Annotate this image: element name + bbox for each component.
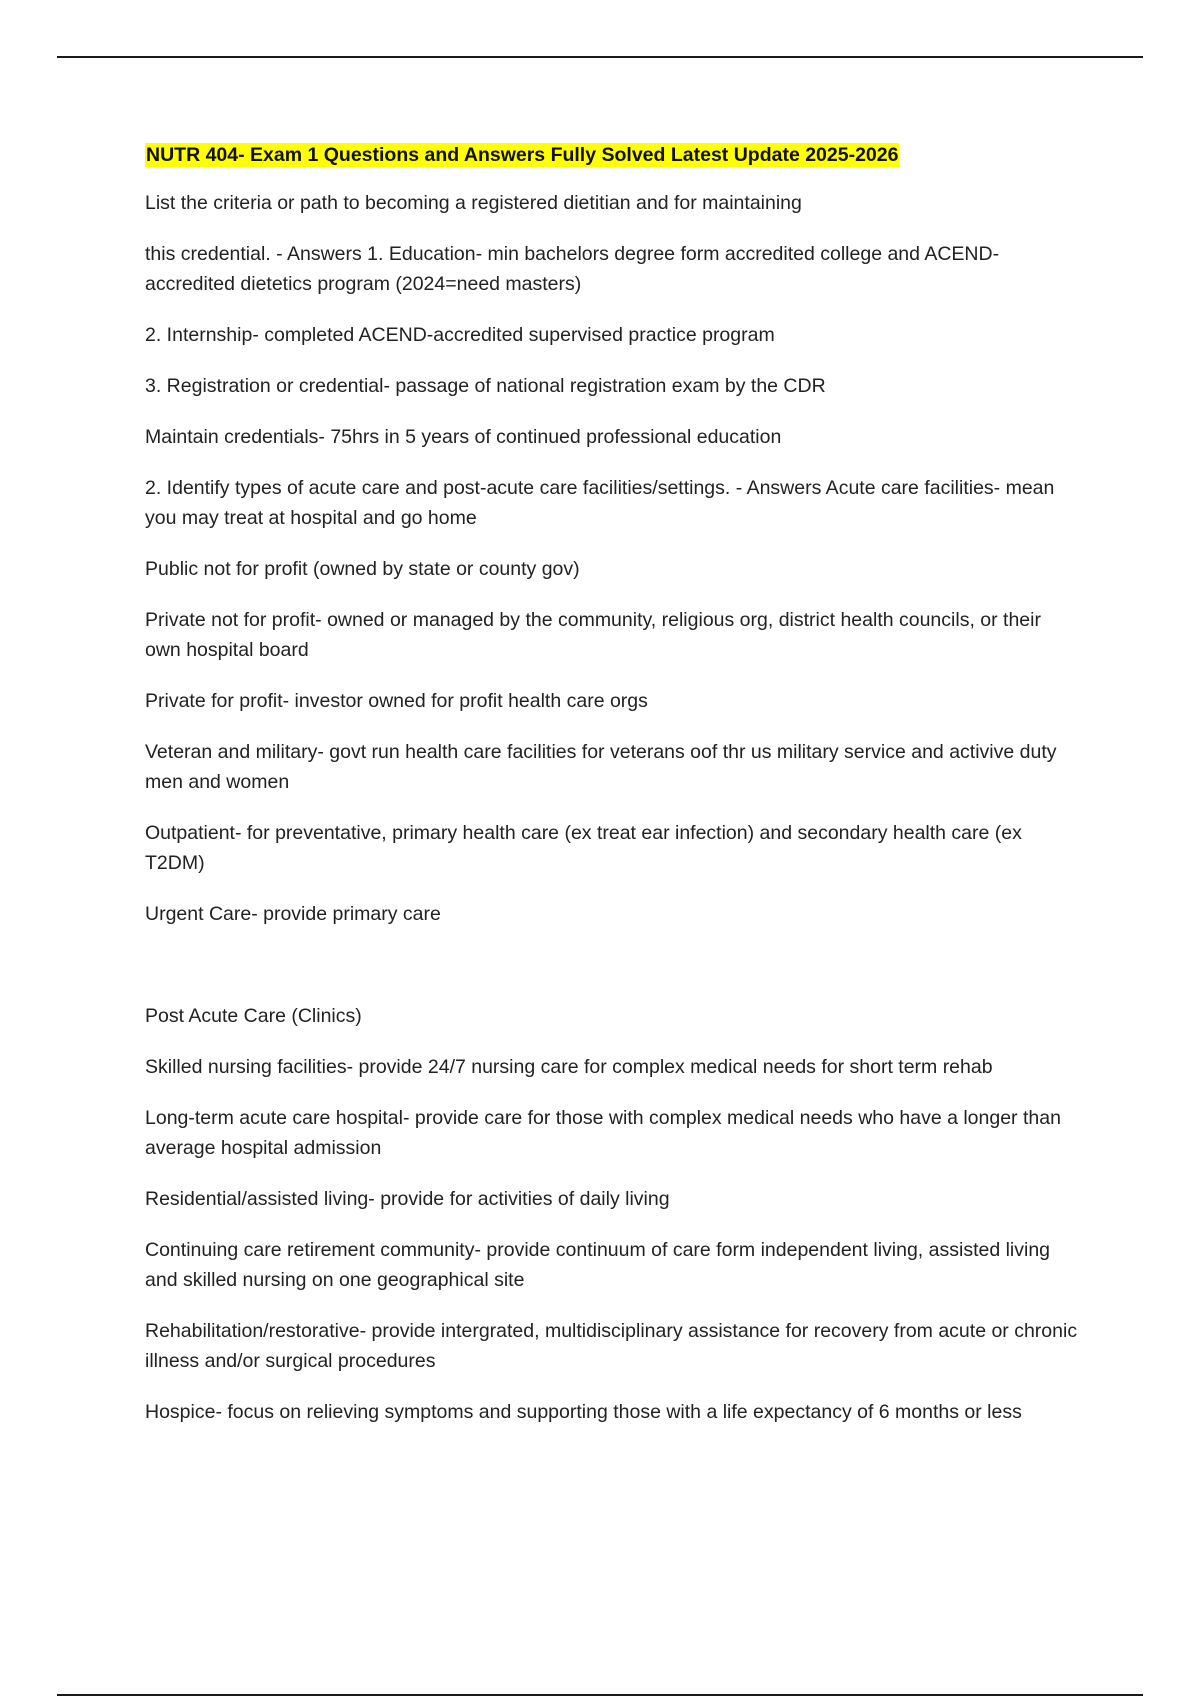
paragraph: Skilled nursing facilities- provide 24/7 nursing care for complex medical needs for short term rehab: [145, 1056, 993, 1078]
paragraph: Outpatient- for preventative, primary health care (ex treat ear infection) and secondary health care (ex T2DM): [145, 822, 1022, 874]
paragraph: Private not for profit- owned or managed by the community, religious org, district health councils, or their own hospital board: [145, 609, 1041, 661]
paragraph: Maintain credentials- 75hrs in 5 years of continued professional education: [145, 426, 782, 448]
header-rule: [57, 56, 1143, 58]
paragraph: Public not for profit (owned by state or county gov): [145, 558, 580, 580]
paragraph: Private for profit- investor owned for profit health care orgs: [145, 690, 648, 712]
title-line: [145, 140, 1080, 170]
document-title: NUTR 404- Exam 1 Questions and Answers Fully Solved Latest Update 2025-2026: [146, 144, 899, 166]
paragraph: this credential. - Answers 1. Education- min bachelors degree form accredited college and ACEND-accredited dietetics program (2024=need masters): [145, 243, 1000, 295]
paragraph: Residential/assisted living- provide for activities of daily living: [145, 1188, 670, 1210]
paragraph: Long-term acute care hospital- provide care for those with complex medical needs who have a longer than average hospital admission: [145, 1107, 1061, 1159]
paragraph: Rehabilitation/restorative- provide intergrated, multidisciplinary assistance for recovery from acute or chronic illness and/or surgical procedures: [145, 1320, 1078, 1372]
paragraph: 3. Registration or credential- passage of national registration exam by the CDR: [145, 375, 826, 397]
footer-rule: [57, 1694, 1143, 1696]
paragraph: Hospice- focus on relieving symptoms and supporting those with a life expectancy of 6 months or less: [145, 1401, 1022, 1423]
paragraph: 2. Identify types of acute care and post-acute care facilities/settings. - Answers Acute care facilities- mean you may treat at hospital and go home: [145, 477, 1055, 529]
paragraph: 2. Internship- completed ACEND-accredited supervised practice program: [145, 324, 775, 346]
document-body: [145, 140, 1080, 1448]
paragraph: Veteran and military- govt run health care facilities for veterans oof thr us military service and activive duty men and women: [145, 741, 1057, 793]
paragraph: List the criteria or path to becoming a registered dietitian and for maintaining: [145, 192, 802, 214]
paragraph: Continuing care retirement community- provide continuum of care form independent living, assisted living and skilled nursing on one geographical site: [145, 1239, 1051, 1291]
section-heading: Post Acute Care (Clinics): [145, 1005, 362, 1027]
paragraph: Urgent Care- provide primary care: [145, 903, 441, 925]
